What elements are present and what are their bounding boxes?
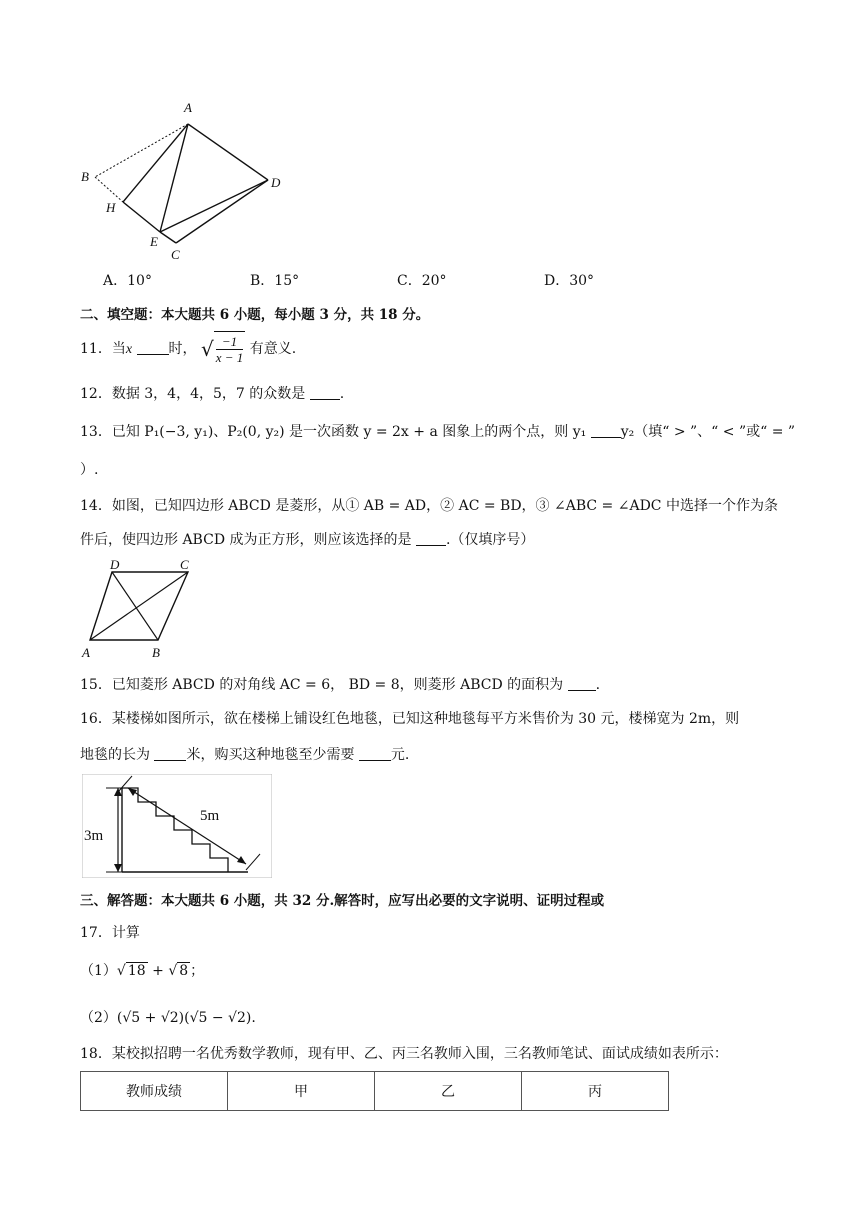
sqrt-sign: √ [116,963,126,979]
section3-heading: 三、解答题：本大题共 6 小题，共 32 分.解答时，应写出必要的文字说明、证明过程或 [80,893,605,909]
question-14-line2: 件后，使四边形 ABCD 成为正方形，则应该选择的是 .（仅填序号） [80,532,535,548]
figure-rhombus [78,556,208,664]
answer-blank-14 [416,531,446,546]
question-17-part1: （1）√ 18 + √ 8 ； [80,963,205,979]
choice-c: C．20° [397,273,447,289]
line-DC [176,180,268,243]
question-16-line2: 地毯的长为 米，购买这种地毯至少需要 元. [80,747,410,763]
sqrt-sign: √ [200,337,214,361]
table-header-cell: 教师成绩 [81,1072,228,1111]
answer-blank-11 [137,340,169,355]
line-HE [123,202,160,232]
figure-quadrilateral [78,98,288,266]
label-B: B [81,169,89,184]
label-D: D [271,175,281,190]
label-C: C [171,247,180,262]
label-C: C [180,557,189,572]
dashed-line-AB [95,124,188,177]
label-height: 3m [84,828,104,844]
question-13-end: ）. [80,462,99,478]
label-E: E [150,234,158,249]
question-13: 13．已知 P₁(−3, y₁)、P₂(0, y₂) 是一次函数 y = 2x + a 图象上的两个点，则 y₁ y₂（填“ > ”、“ < ”或“ = ” [80,424,796,440]
table-header-cell: 乙 [375,1072,522,1111]
question-11: 11．当x 时， √ $\frac{-1}{x - 1}$ 有意义. [80,331,296,367]
question-17: 17．计算 [80,925,140,941]
line-ED [160,180,268,232]
figure-staircase [82,774,272,878]
table-header-cell: 丙 [522,1072,669,1111]
line-AD [188,124,268,180]
answer-blank-12 [310,385,340,400]
section2-heading: 二、填空题：本大题共 6 小题，每小题 3 分，共 18 分。 [80,307,430,323]
choice-b: B．15° [250,273,300,289]
label-H: H [106,200,116,215]
dashed-line-BH [95,177,123,202]
choice-a: A．10° [103,273,152,289]
question-14-line1: 14．如图，已知四边形 ABCD 是菱形，从① AB = AD，② AC = BD，③ ∠ABC = ∠ADC 中选择一个作为条 [80,498,778,514]
answer-blank-15 [568,676,596,691]
diagonal-DB [112,572,158,640]
scores-table [80,1071,669,1111]
label-A: A [184,100,192,115]
label-slope: 5m [200,808,220,824]
label-D: D [110,557,120,572]
question-12: 12．数据 3，4，4，5，7 的众数是 . [80,386,345,402]
label-B: B [152,645,160,660]
answer-blank-13 [591,423,621,438]
question-17-part2: （2）(√5 + √2)(√5 − √2). [80,1010,256,1026]
table-header-cell: 甲 [228,1072,375,1111]
question-16-line1: 16．某楼梯如图所示，欲在楼梯上铺设红色地毯，已知这种地毯每平方米售价为 30 元，楼梯宽为 2m，则 [80,711,740,727]
choice-d: D．30° [544,273,595,289]
line-CE [160,232,176,243]
label-A: A [82,645,90,660]
question-18: 18．某校拟招聘一名优秀数学教师，现有甲、乙、丙三名教师入围，三名教师笔试、面试成绩如表所示： [80,1046,728,1062]
question-15: 15．已知菱形 ABCD 的对角线 AC = 6， BD = 8，则菱形 ABCD 的面积为 . [80,677,601,693]
sqrt-sign: √ [168,963,178,979]
table-header-row [81,1072,669,1111]
answer-blank-16b [359,746,391,761]
answer-blank-16a [154,746,186,761]
